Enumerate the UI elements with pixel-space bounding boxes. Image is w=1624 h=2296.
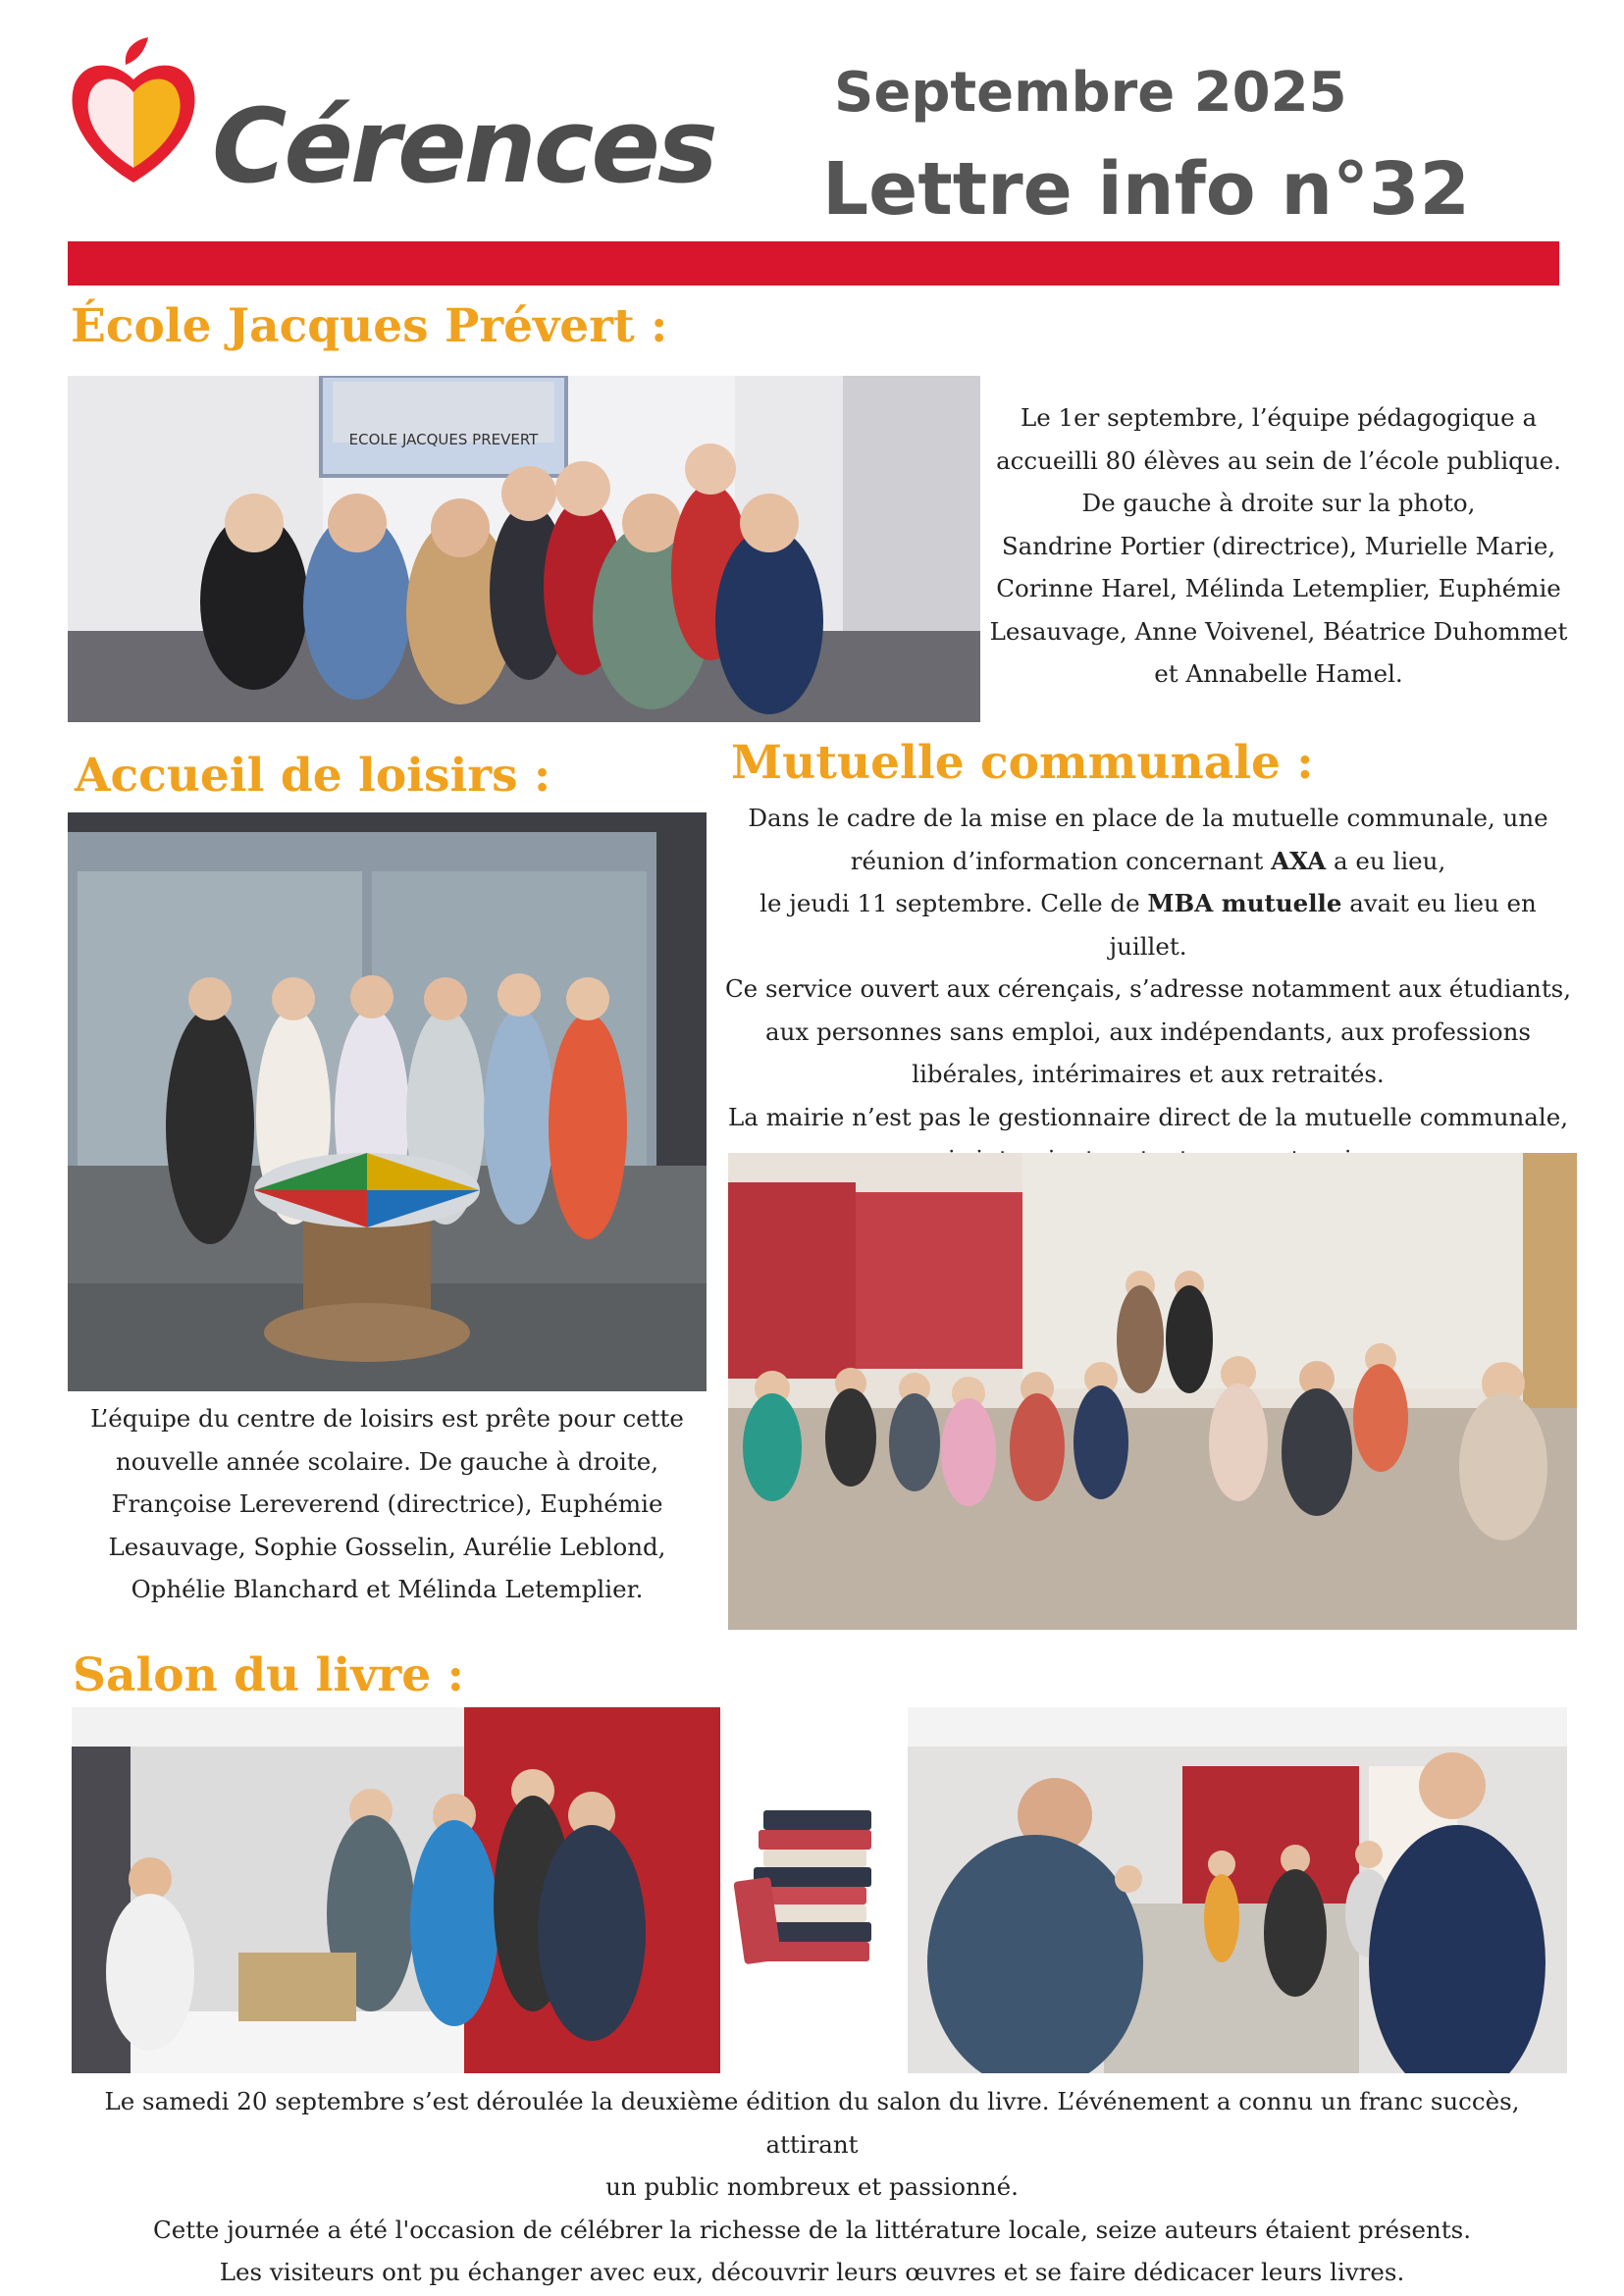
mutual-section-title: Mutuelle communale : xyxy=(731,736,1314,790)
axa-name: AXA xyxy=(1271,846,1327,875)
mba-mutuelle-name: MBA mutuelle xyxy=(1147,889,1342,917)
heart-logo-icon xyxy=(65,35,202,192)
school-text-line: Sandrine Portier (directrice), Murielle Marie, xyxy=(1001,531,1556,560)
school-text-line: Lesauvage, Anne Voivenel, Béatrice Duhommet xyxy=(989,616,1568,646)
mutual-text-fragment: a eu lieu, xyxy=(1326,846,1446,875)
school-text-line: Corinne Harel, Mélinda Letemplier, Euphémie xyxy=(996,574,1561,602)
leisure-text-line: nouvelle année scolaire. De gauche à droite, xyxy=(116,1446,658,1476)
mutual-text-line: La mairie n’est pas le gestionnaire direct de la mutuelle communale, xyxy=(727,1102,1568,1131)
book-fair-photo-right xyxy=(908,1707,1567,2073)
mutual-text-line: aux personnes sans emploi, aux indépendants, aux professions xyxy=(765,1017,1531,1046)
book-fair-text-line: Le samedi 20 septembre s’est déroulée la deuxième édition du salon du livre. L’événement a connu un franc succès, attirant xyxy=(104,2087,1520,2159)
book-fair-text-line: Les visiteurs ont pu échanger avec eux, découvrir leurs œuvres et se faire dédicacer leurs livres. xyxy=(219,2258,1405,2286)
mutual-text-line xyxy=(721,840,1575,883)
mutual-text-line xyxy=(721,882,1575,967)
mutual-description xyxy=(721,797,1575,1181)
cerences-logo xyxy=(65,35,715,207)
issue-title: Lettre info n°32 xyxy=(822,147,1471,232)
leisure-text-line: Lesauvage, Sophie Gosselin, Aurélie Leblond, xyxy=(108,1532,666,1561)
mutual-text-line: Ce service ouvert aux cérençais, s’adresse notamment aux étudiants, xyxy=(724,974,1572,1003)
book-fair-text-line: un public nombreux et passionné. xyxy=(605,2172,1019,2201)
book-fair-photo-left xyxy=(72,1707,720,2073)
leisure-text-line: Françoise Lereverend (directrice), Euphémie xyxy=(111,1489,663,1518)
leisure-text-line: L’équipe du centre de loisirs est prête pour cette xyxy=(90,1404,684,1433)
school-sign-text: ECOLE JACQUES PREVERT xyxy=(348,431,539,448)
school-text-line: De gauche à droite sur la photo, xyxy=(1081,489,1476,517)
school-section-title: École Jacques Prévert : xyxy=(71,299,668,353)
issue-date: Septembre 2025 xyxy=(834,61,1347,125)
mutual-text-fragment: réunion d’information concernant xyxy=(850,846,1272,875)
books-stack-icon xyxy=(734,1805,881,1967)
mutual-text-fragment: le jeudi 11 septembre. Celle de xyxy=(760,889,1148,917)
book-fair-description xyxy=(59,2080,1565,2294)
mutual-meeting-photo xyxy=(728,1153,1577,1630)
brand-wordmark: Cérences xyxy=(212,86,715,206)
school-text-line: accueilli 80 élèves au sein de l’école publique. xyxy=(996,445,1561,475)
school-text-line: Le 1er septembre, l’équipe pédagogique a xyxy=(1020,403,1538,432)
book-fair-text-line: Cette journée a été l'occasion de célébrer la richesse de la littérature locale, seize auteurs étaient présents. xyxy=(152,2215,1472,2244)
school-description xyxy=(984,396,1573,696)
leisure-team-photo xyxy=(68,812,707,1391)
leisure-section-title: Accueil de loisirs : xyxy=(75,749,551,803)
school-text-line: et Annabelle Hamel. xyxy=(1154,659,1403,688)
leisure-description xyxy=(68,1397,707,1611)
mutual-text-fragment: avait eu lieu en juillet. xyxy=(1109,889,1537,961)
leisure-text-line: Ophélie Blanchard et Mélinda Letemplier. xyxy=(131,1575,644,1603)
mutual-text-line: libérales, intérimaires et aux retraités. xyxy=(912,1060,1385,1088)
book-fair-section-title: Salon du livre : xyxy=(73,1648,464,1702)
mutual-text-line: Dans le cadre de la mise en place de la mutuelle communale, une xyxy=(748,804,1548,832)
school-team-photo xyxy=(68,376,980,722)
header-divider-bar xyxy=(68,241,1559,286)
